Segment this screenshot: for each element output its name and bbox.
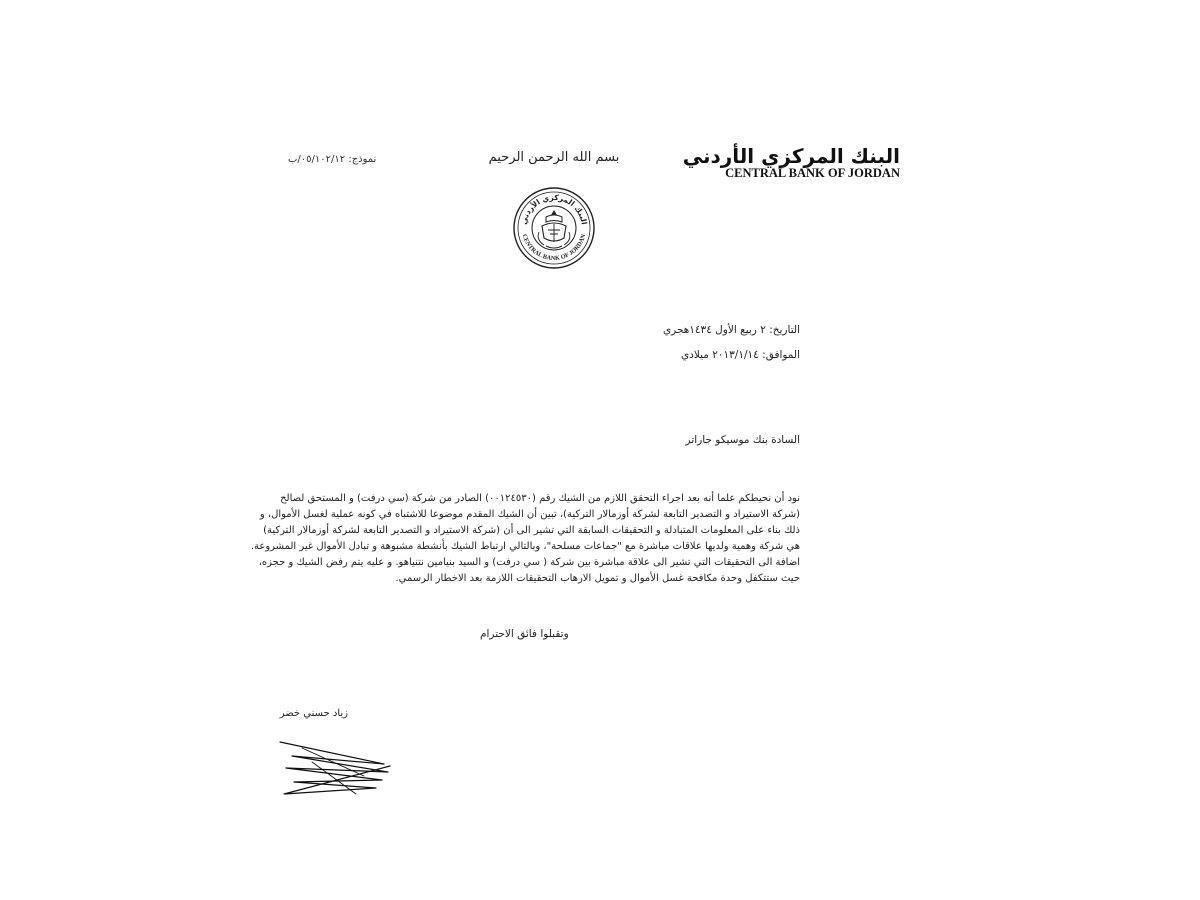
body-line: هي شركة وهمية ولديها علاقات مباشرة مع "جماعات مسلحة"، وبالتالي ارتباط الشيك بأنشطة مشبوهة و تبادل الأموال غير المشروعة. [250,541,800,552]
signatory-name: زياد حسني خضر [279,708,348,719]
handwritten-signature [272,738,397,800]
hijri-date: التاريخ: ٢ ربيع الأول ١٤٣٤هجري [662,324,800,336]
letter-body [240,491,800,587]
basmala: بسم الله الرحمن الرحيم [488,150,620,165]
svg-text:البنك المركزي الأردني: البنك المركزي الأردني [519,192,589,226]
body-line: حيث ستتكفل وحدة مكافحة غسل الأموال و تمويل الارهاب التحقيقات اللازمة بعد الاخطار الرسمي. [395,573,800,584]
central-bank-seal-icon [512,186,596,270]
bank-name-arabic: البنك المركزي الأردني [682,144,900,168]
body-line: نود أن نحيطكم علما أنه بعد اجراء التحقق اللازم من الشيك رقم (٠٠١٢٤٥٣٠) الصادر من شركة (سي درفت) و المستحق لصالح [280,493,800,504]
body-line: اضافة الى التحقيقات التي تشير الى علاقة مباشرة بين شركة ( سي درفت) و السيد بنيامين نتنياهو. و عليه يتم رفض الشيك و حجزه، [258,557,800,568]
gregorian-date: الموافق: ٢٠١٣/١/١٤ ميلادي [680,349,800,361]
svg-text:CENTRAL BANK OF JORDAN: CENTRAL BANK OF JORDAN [520,233,588,263]
closing-phrase: وتقبلوا فائق الاحترام [480,628,569,640]
form-number: نموذج: ٠٥/١٠٢/١٢/ب [288,154,377,165]
addressee: السادة بنك موسيكو جاراتر [685,434,800,446]
body-line: ذلك بناء على المعلومات المتبادلة و التحقيقات السابقة التي تشير الى أن (شركة الاستيراد و التصدير التابعة لشركة أوزمالار التركية) [263,525,800,536]
bank-name-english: CENTRAL BANK OF JORDAN [725,166,900,180]
body-line: (شركة الاستيراد و التصدير التابعة لشركة أوزمالار التركية)، تبين أن الشيك المقدم موضوعا للاشتباه في كونه عملية لغسل الأموال، و [259,509,800,520]
